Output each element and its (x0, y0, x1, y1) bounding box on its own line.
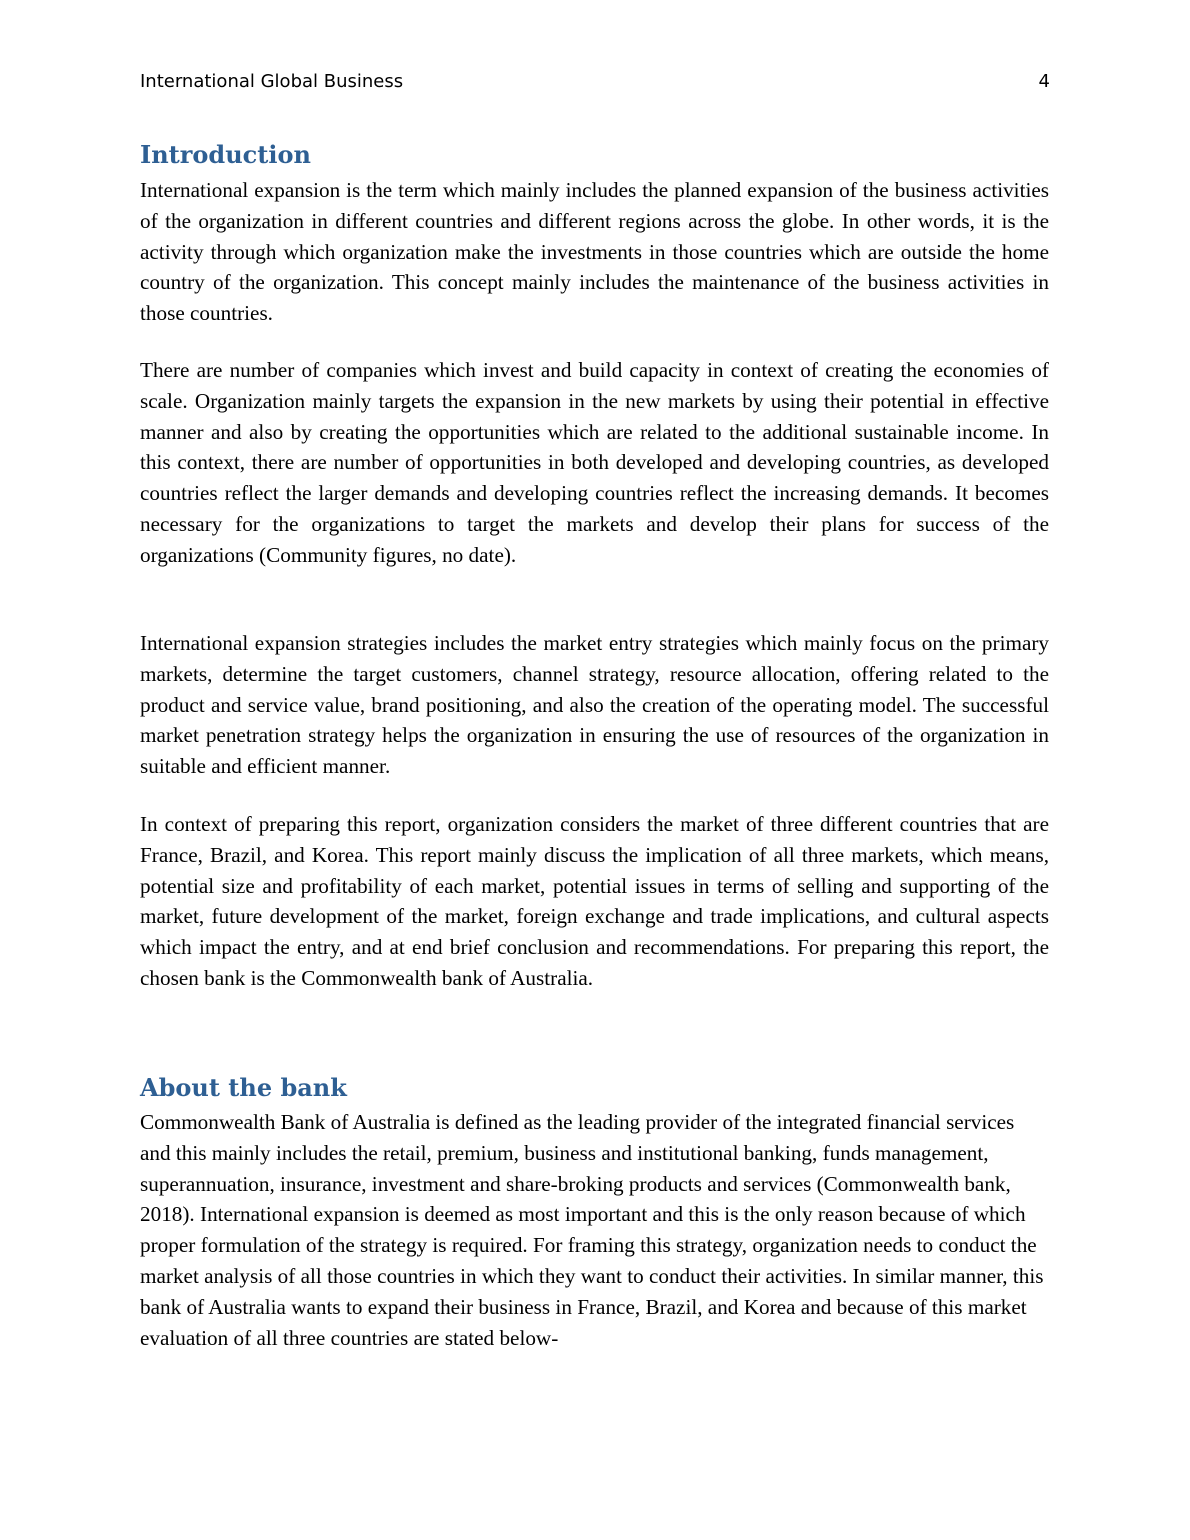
about-bank-paragraph: Commonwealth Bank of Australia is defined as the leading provider of the integrated financial services and this mainly includes the retail, premium, business and institutional banking, funds management, superannuation, insurance, investment and share-broking products and services (Commonwealth bank, 2018). International expansion is deemed as most important and this is the only reason because of which proper formulation of the strategy is required. For framing this strategy, organization needs to conduct the market analysis of all those countries in which they want to conduct their activities. In similar manner, this bank of Australia wants to expand their business in France, Brazil, and Korea and because of this market evaluation of all three countries are stated below- (140, 1110, 1044, 1350)
introduction-heading: Introduction (140, 140, 311, 169)
introduction-paragraph-4: In context of preparing this report, organization considers the market of three different countries that are France, Brazil, and Korea. This report mainly discuss the implication of all three markets, which means, potential size and profitability of each market, potential issues in terms of selling and supporting of the market, future development of the market, foreign exchange and trade implications, and cultural aspects which impact the entry, and at end brief conclusion and recommendations. For preparing this report, the chosen bank is the Commonwealth bank of Australia. (140, 812, 1049, 990)
about-bank-heading: About the bank (140, 1073, 347, 1102)
page-number: 4 (1038, 71, 1050, 92)
header-title: International Global Business (140, 71, 404, 92)
introduction-paragraph-3: International expansion strategies includes the market entry strategies which mainly focus on the primary markets, determine the target customers, channel strategy, resource allocation, offering related to the product and service value, brand positioning, and also the creation of the operating model. The successful market penetration strategy helps the organization in ensuring the use of resources of the organization in suitable and efficient manner. (140, 631, 1049, 779)
introduction-paragraph-2: There are number of companies which invest and build capacity in context of creating the economies of scale. Organization mainly targets the expansion in the new markets by using their potential in effective manner and also by creating the opportunities which are related to the additional sustainable income. In this context, there are number of opportunities in both developed and developing countries, as developed countries reflect the larger demands and developing countries reflect the increasing demands. It becomes necessary for the organizations to target the markets and develop their plans for success of the organizations (Community figures, no date). (140, 358, 1049, 567)
introduction-paragraph-1: International expansion is the term which mainly includes the planned expansion of the business activities of the organization in different countries and different regions across the globe. In other words, it is the activity through which organization make the investments in those countries which are outside the home country of the organization. This concept mainly includes the maintenance of the business activities in those countries. (140, 178, 1049, 326)
page-header (140, 71, 1050, 97)
